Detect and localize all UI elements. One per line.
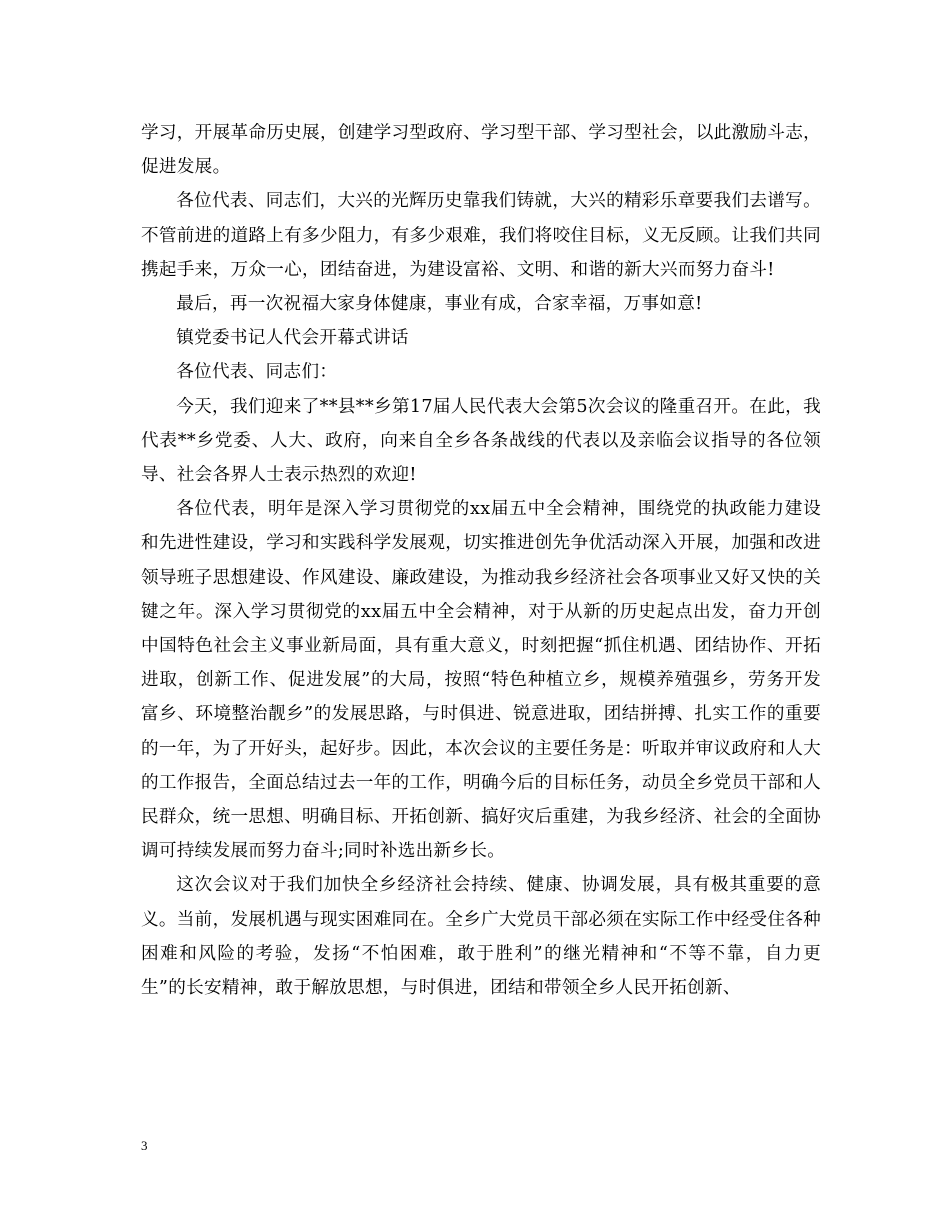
paragraph: 最后，再一次祝福大家身体健康，事业有成，合家幸福，万事如意! (176, 294, 703, 315)
section-title: 镇党委书记人代会开幕式讲话 (176, 328, 409, 349)
page-number: 3 (141, 1138, 148, 1153)
paragraph-continuation: 学习，开展革命历史展，创建学习型政府、学习型干部、学习型社会，以此激励斗志，促进发展。 (141, 123, 821, 178)
paragraph: 各位代表、同志们，大兴的光辉历史靠我们铸就，大兴的精彩乐章要我们去谱写。不管前进的道路上有多少阻力，有多少艰难，我们将咬住目标，义无反顾。让我们共同携起手来，万众一心，团结奋进，为建设富裕、文明、和谐的新大兴而努力奋斗! (141, 191, 821, 280)
paragraph: 今天，我们迎来了**县**乡第17届人民代表大会第5次会议的隆重召开。在此，我代表**乡党委、人大、政府，向来自全乡各条战线的代表以及亲临会议指导的各位领导、社会各界人士表示热烈的欢迎! (141, 396, 821, 486)
paragraph: 各位代表，明年是深入学习贯彻党的xx届五中全会精神，围绕党的执政能力建设和先进性建设，学习和实践科学发展观，切实推进创先争优活动深入开展，加强和改进领导班子思想建设、作风建设、廉政建设，为推动我乡经济社会各项事业又好又快的关键之年。深入学习贯彻党的xx届五中全会精神，对于从新的历史起点出发，奋力开创中国特色社会主义事业新局面，具有重大意义，时刻把握“抓住机遇、团结协作、开拓进取，创新工作、促进发展”的大局，按照“特色种植立乡，规模养殖强乡，劳务开发富乡、环境整治靓乡”的发展思路，与时俱进、锐意进取，团结拼搏、扎实工作的重要的一年，为了开好头，起好步。因此，本次会议的主要任务是：听取并审议政府和人大的工作报告，全面总结过去一年的工作，明确今后的目标任务，动员全乡党员干部和人民群众，统一思想、明确目标、开拓创新、搞好灾后重建，为我乡经济、社会的全面协调可持续发展而努力奋斗;同时补选出新乡长。 (141, 499, 821, 862)
body-text (141, 116, 821, 1005)
salutation: 各位代表、同志们： (176, 362, 338, 383)
paragraph: 这次会议对于我们加快全乡经济社会持续、健康、协调发展，具有极其重要的意义。当前，发展机遇与现实困难同在。全乡广大党员干部必须在实际工作中经受住各种困难和风险的考验，发扬“不怕困难，敢于胜利”的继光精神和“不等不靠，自力更生”的长安精神，敢于解放思想，与时俱进，团结和带领全乡人民开拓创新、 (141, 875, 821, 999)
